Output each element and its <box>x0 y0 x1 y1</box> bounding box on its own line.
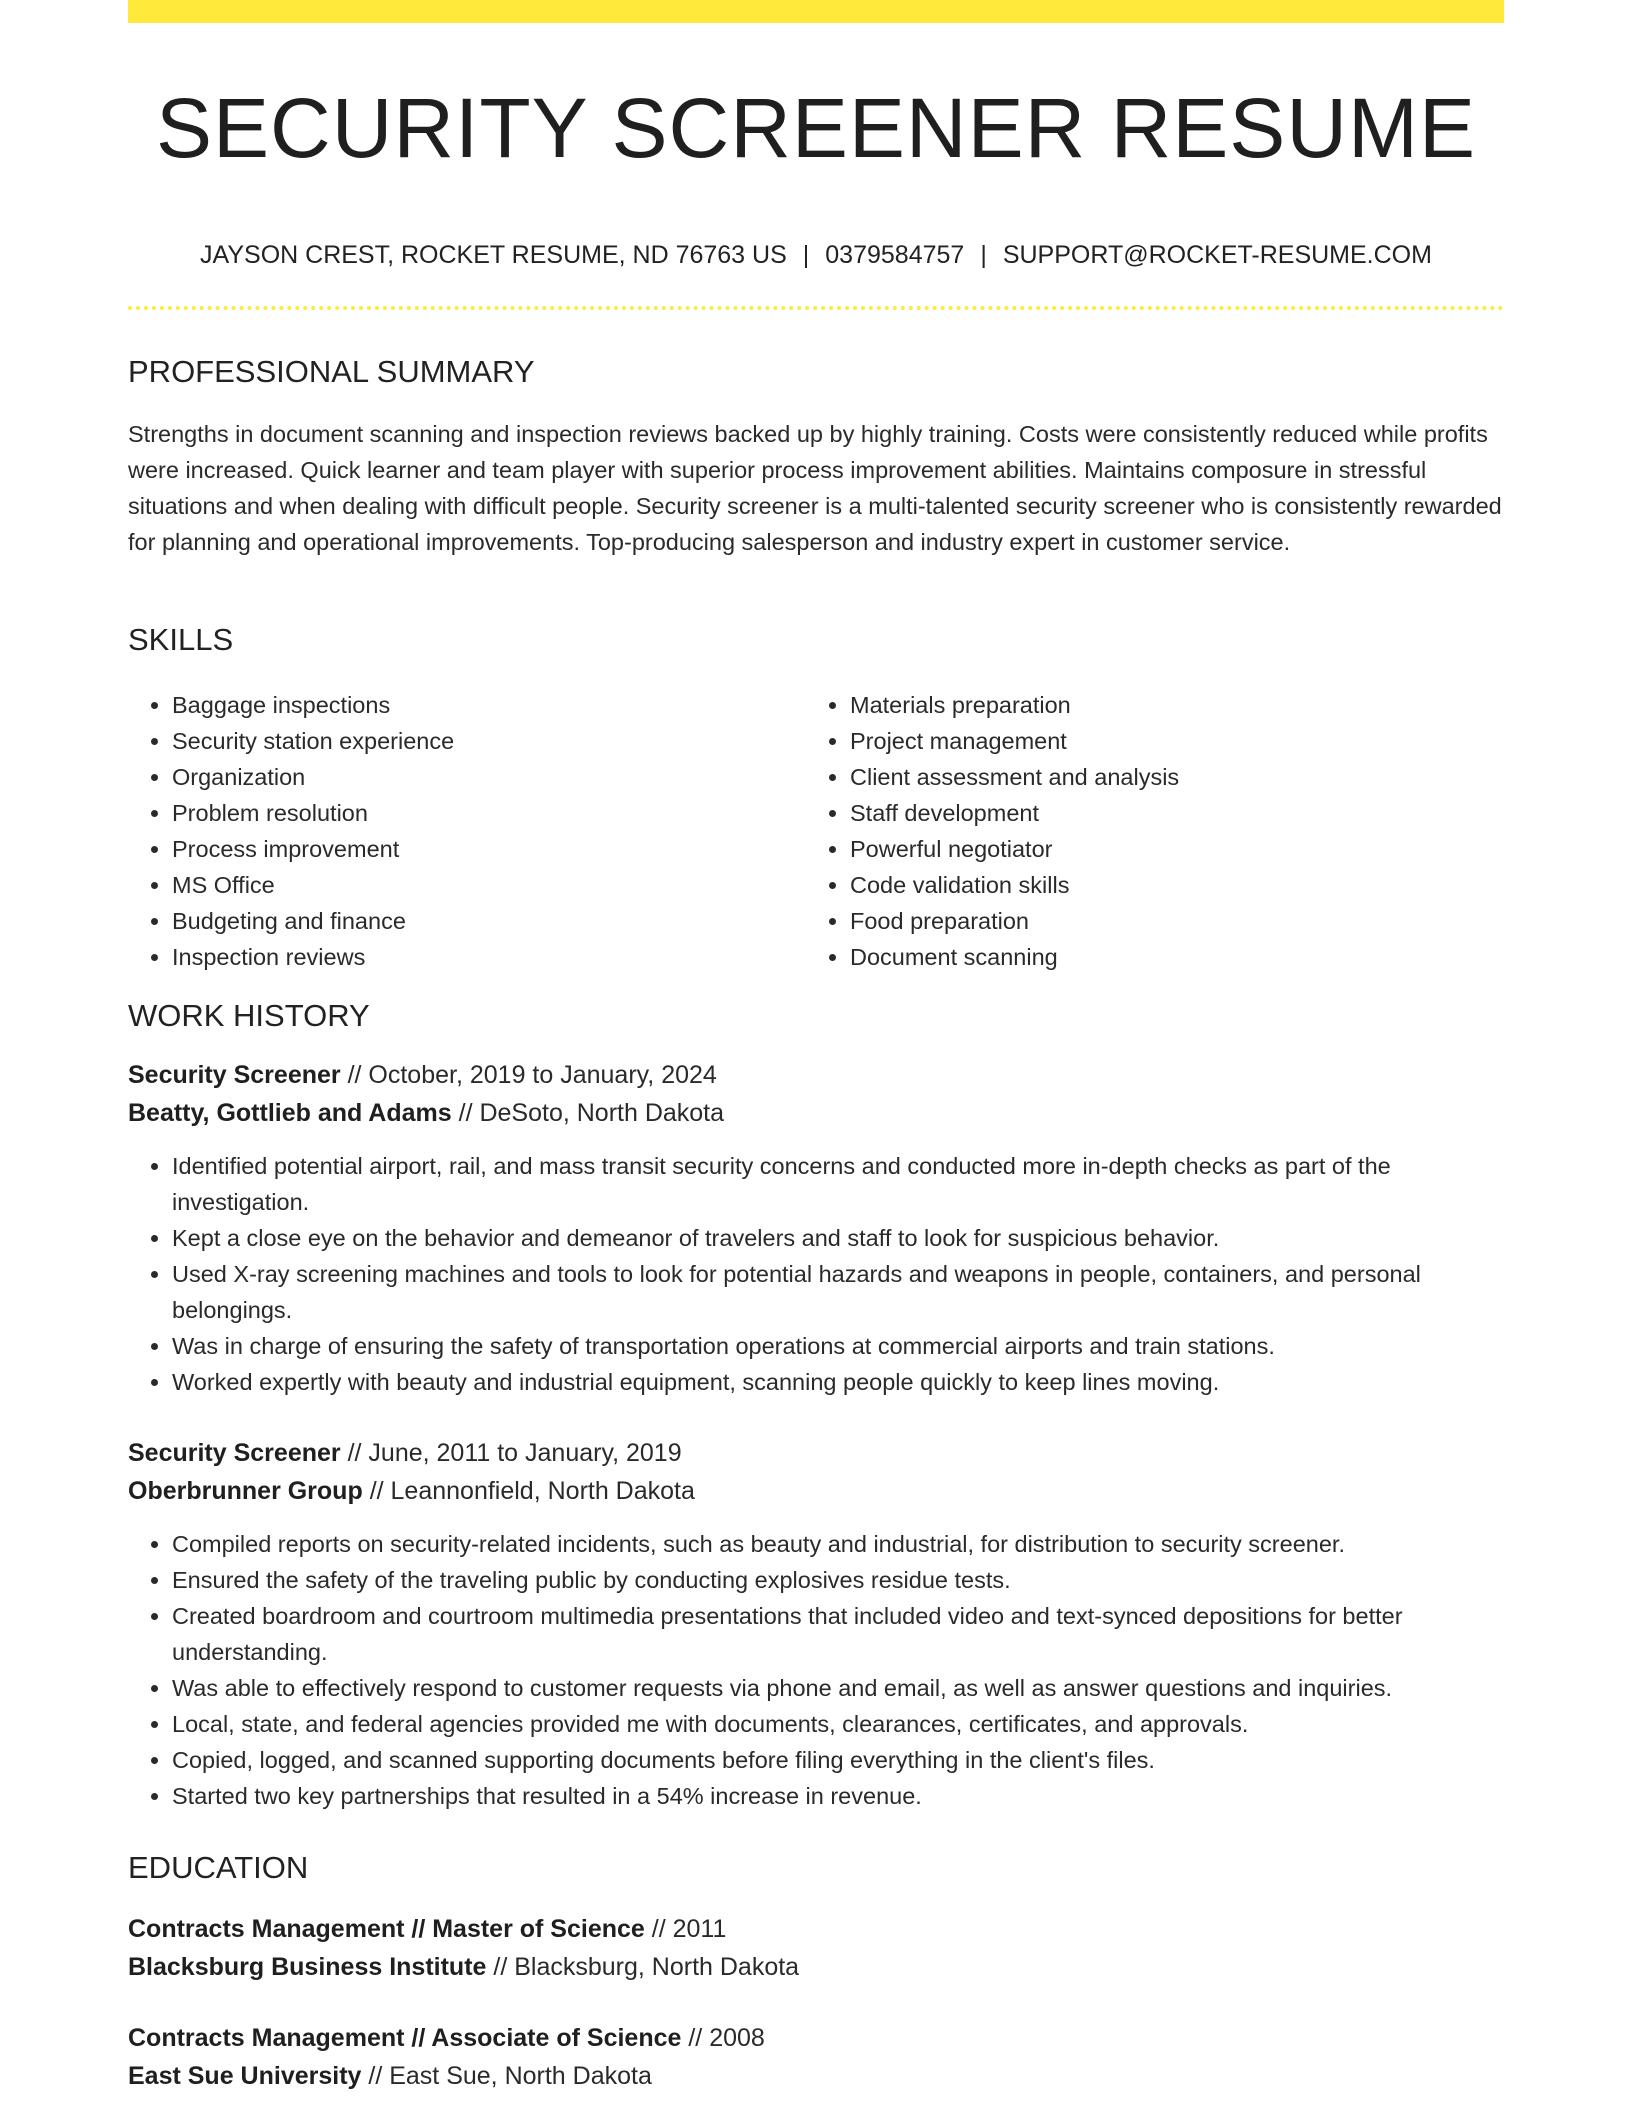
education-location: // Blacksburg, North Dakota <box>493 1953 800 1981</box>
skill-item: • Powerful negotiator <box>850 831 1490 867</box>
job-bullet: • Was in charge of ensuring the safety of transportation operations at commercial airports and train stations. <box>172 1328 1504 1364</box>
job-bullet: • Identified potential airport, rail, and mass transit security concerns and conducted more in-depth checks as part of the investigation. <box>172 1148 1504 1220</box>
skill-item: • Project management <box>850 723 1490 759</box>
job-company: Beatty, Gottlieb and Adams <box>128 1099 452 1127</box>
skill-item: • Client assessment and analysis <box>850 759 1490 795</box>
job-bullet: • Local, state, and federal agencies provided me with documents, clearances, certificates, and approvals. <box>172 1706 1504 1742</box>
job-title: Security Screener <box>128 1439 341 1467</box>
accent-bar <box>128 0 1504 23</box>
job-bullet: • Worked expertly with beauty and industrial equipment, scanning people quickly to keep lines moving. <box>172 1364 1504 1400</box>
resume-title: SECURITY SCREENER RESUME <box>155 81 1476 175</box>
job-bullet: • Started two key partnerships that resulted in a 54% increase in revenue. <box>172 1778 1504 1814</box>
skills-column-right <box>806 687 1490 975</box>
education-degree: Contracts Management // Associate of Science <box>128 2024 682 2052</box>
skill-item: • Organization <box>172 759 812 795</box>
contact-separator: | <box>980 241 987 269</box>
skills-column-left <box>128 687 812 975</box>
contact-email: SUPPORT@ROCKET-RESUME.COM <box>1002 241 1432 269</box>
education-year: // 2011 <box>651 1915 727 1943</box>
job-bullet: • Copied, logged, and scanned supporting documents before filing everything in the client's files. <box>172 1742 1504 1778</box>
skill-item: • Staff development <box>850 795 1490 831</box>
job-location: // DeSoto, North Dakota <box>458 1099 725 1127</box>
job-title-line <box>128 1434 1504 1472</box>
skill-item: • Budgeting and finance <box>172 903 812 939</box>
summary-heading: PROFESSIONAL SUMMARY <box>128 354 535 389</box>
education-school-line <box>128 2057 1504 2095</box>
job-bullet: • Ensured the safety of the traveling public by conducting explosives residue tests. <box>172 1562 1504 1598</box>
job-company-line <box>128 1094 1504 1132</box>
job-bullet: • Kept a close eye on the behavior and demeanor of travelers and staff to look for suspicious behavior. <box>172 1220 1504 1256</box>
education-entry <box>128 1910 1504 1986</box>
contact-phone: 0379584757 <box>825 241 965 269</box>
skill-item: • Materials preparation <box>850 687 1490 723</box>
contact-separator: | <box>802 241 810 269</box>
education-year: // 2008 <box>688 2024 765 2052</box>
education-heading: EDUCATION <box>128 1850 309 1885</box>
skill-item: • Food preparation <box>850 903 1490 939</box>
skill-item: • Code validation skills <box>850 867 1490 903</box>
skill-item: • MS Office <box>172 867 812 903</box>
job-dates: // June, 2011 to January, 2019 <box>347 1439 682 1467</box>
education-degree: Contracts Management // Master of Science <box>128 1915 645 1943</box>
job-entry <box>128 1056 1504 1400</box>
skill-item: • Process improvement <box>172 831 812 867</box>
job-bullets <box>128 1148 1504 1400</box>
education-degree-line <box>128 2019 1504 2057</box>
skill-item: • Document scanning <box>850 939 1490 975</box>
skill-item: • Inspection reviews <box>172 939 812 975</box>
education-location: // East Sue, North Dakota <box>368 2062 652 2090</box>
job-dates: // October, 2019 to January, 2024 <box>347 1061 717 1089</box>
job-bullet: • Used X-ray screening machines and tools to look for potential hazards and weapons in people, containers, and personal belongings. <box>172 1256 1504 1328</box>
job-title: Security Screener <box>128 1061 341 1089</box>
skill-item: • Security station experience <box>172 723 812 759</box>
education-school: East Sue University <box>128 2062 362 2090</box>
contact-line <box>128 238 1504 272</box>
work-history-heading: WORK HISTORY <box>128 998 370 1033</box>
job-company-line <box>128 1472 1504 1510</box>
dotted-divider <box>128 306 1504 310</box>
job-entry <box>128 1434 1504 1814</box>
education-degree-line <box>128 1910 1504 1948</box>
education-school: Blacksburg Business Institute <box>128 1953 487 1981</box>
education-school-line <box>128 1948 1504 1986</box>
job-title-line <box>128 1056 1504 1094</box>
job-company: Oberbrunner Group <box>128 1477 363 1505</box>
skills-heading: SKILLS <box>128 622 234 657</box>
job-location: // Leannonfield, North Dakota <box>369 1477 695 1505</box>
skill-item: • Problem resolution <box>172 795 812 831</box>
job-bullet: • Compiled reports on security-related incidents, such as beauty and industrial, for distribution to security screener. <box>172 1526 1504 1562</box>
job-bullets <box>128 1526 1504 1814</box>
education-entry <box>128 2019 1504 2095</box>
summary-text: Strengths in document scanning and inspection reviews backed up by highly training. Costs were consistently reduced while profits were increased. Quick learner and team player with superior process improvement abilities. Maintains composure in stressful situations and when dealing with difficult people. Security screener is a multi-talented security screener who is consistently rewarded for planning and operational improvements. Top-producing salesperson and industry expert in customer service. <box>128 421 1502 555</box>
job-bullet: • Was able to effectively respond to customer requests via phone and email, as well as answer questions and inquiries. <box>172 1670 1504 1706</box>
skill-item: • Baggage inspections <box>172 687 812 723</box>
contact-address: JAYSON CREST, ROCKET RESUME, ND 76763 US <box>200 241 787 269</box>
job-bullet: • Created boardroom and courtroom multimedia presentations that included video and text-synced depositions for better understanding. <box>172 1598 1504 1670</box>
